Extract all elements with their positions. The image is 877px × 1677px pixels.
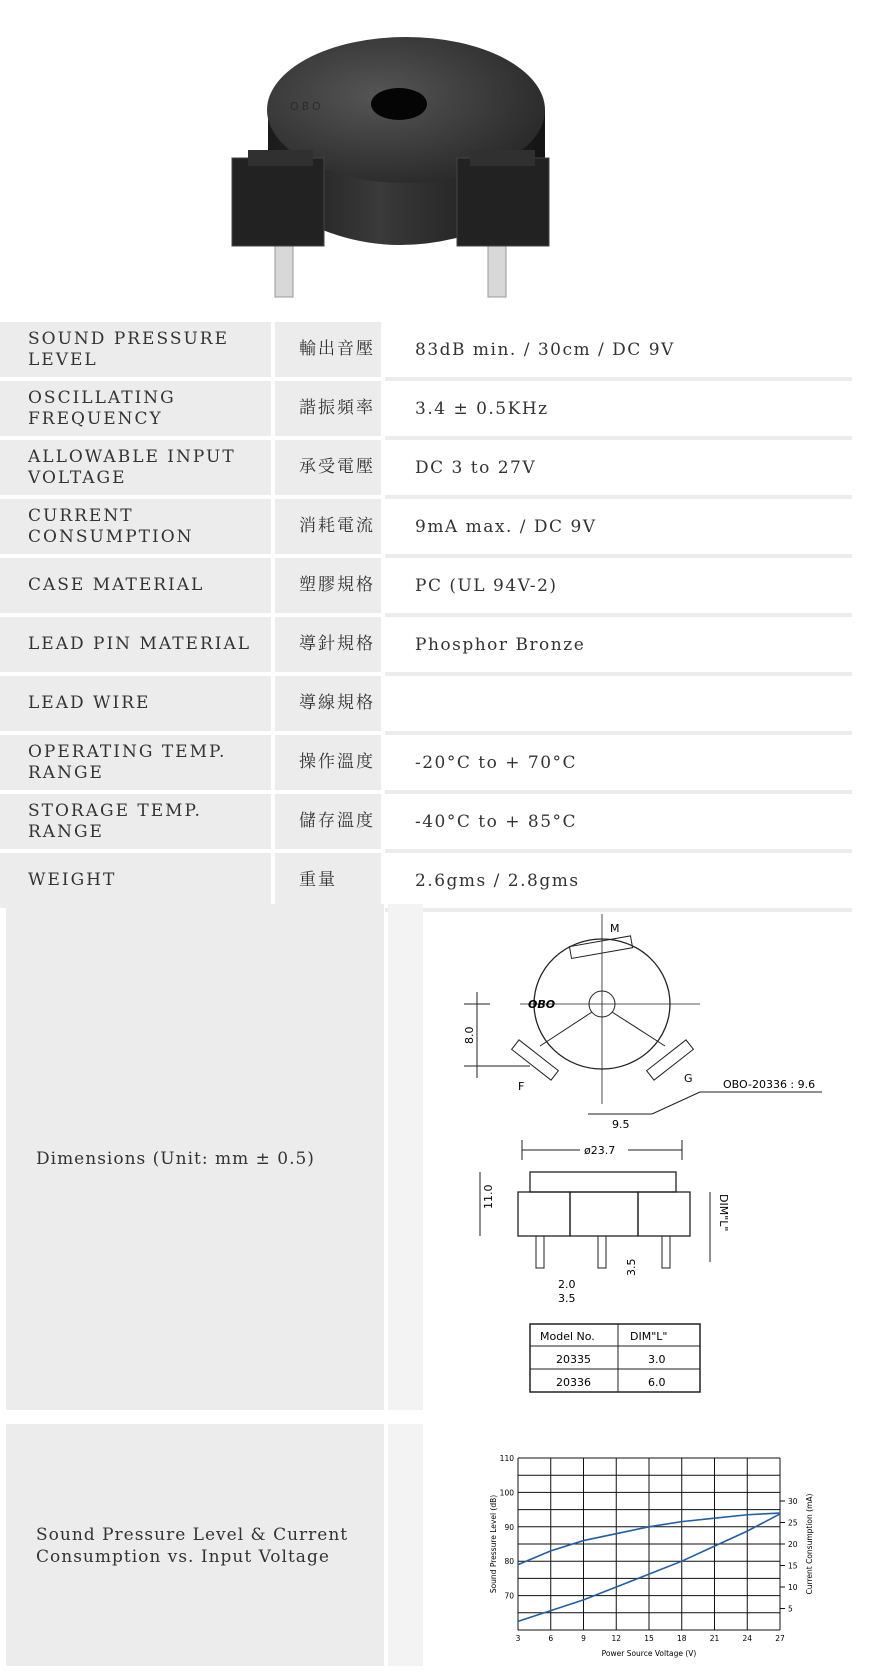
y-tick-label: 70	[504, 1591, 514, 1601]
x-tick-label: 12	[611, 1634, 622, 1643]
dim-2: 2.0	[558, 1278, 576, 1291]
label-f: F	[518, 1080, 525, 1093]
spec-value: PC (UL 94V-2)	[385, 558, 852, 617]
table-cell: 20336	[556, 1376, 591, 1389]
dim-3-5-vert: 3.5	[625, 1258, 638, 1276]
buzzer-photo	[0, 0, 877, 315]
y-tick-label: 90	[504, 1522, 514, 1532]
y2-tick-label: 10	[788, 1583, 798, 1592]
x-tick-label: 9	[581, 1634, 586, 1643]
table-header: Model No.	[540, 1330, 595, 1343]
spec-row	[0, 440, 852, 499]
y-tick-label: 80	[504, 1557, 514, 1567]
x-tick-label: 24	[742, 1634, 753, 1643]
dimension-drawing	[440, 904, 860, 1410]
y2-tick-label: 30	[788, 1497, 798, 1506]
spec-zh-label: 導線規格	[275, 676, 385, 735]
spec-zh-label: 導針規格	[275, 617, 385, 676]
spec-en-label: SOUND PRESSURE LEVEL	[0, 322, 275, 381]
y2-tick-label: 25	[788, 1518, 798, 1528]
spec-zh-label: 諧振頻率	[275, 381, 385, 440]
x-tick-label: 6	[548, 1634, 554, 1643]
x-tick-label: 15	[644, 1634, 654, 1643]
spec-zh-label: 輸出音壓	[275, 322, 385, 381]
dim-diameter: ø23.7	[584, 1144, 616, 1157]
y2-tick-label: 15	[788, 1561, 798, 1571]
dim-11: 11.0	[482, 1184, 495, 1209]
spec-row	[0, 794, 852, 853]
spec-en-label: STORAGE TEMP. RANGE	[0, 794, 275, 853]
spec-row	[0, 381, 852, 440]
spec-row	[0, 676, 852, 735]
spec-zh-label: 承受電壓	[275, 440, 385, 499]
spec-row	[0, 558, 852, 617]
dim-l: DIM"L"	[717, 1194, 730, 1232]
spec-row	[0, 735, 852, 794]
dimensions-label: Dimensions (Unit: mm ± 0.5)	[36, 1149, 315, 1169]
spec-value	[385, 676, 852, 735]
y-tick-label: 100	[499, 1488, 514, 1498]
spec-zh-label: 塑膠規格	[275, 558, 385, 617]
spec-value: DC 3 to 27V	[385, 440, 852, 499]
spec-en-label: LEAD PIN MATERIAL	[0, 617, 275, 676]
y-tick-label: 110	[499, 1454, 514, 1463]
spec-en-label: OPERATING TEMP. RANGE	[0, 735, 275, 794]
y-axis-label: Sound Pressure Level (dB)	[489, 1494, 498, 1594]
spec-value: 3.4 ± 0.5KHz	[385, 381, 852, 440]
dim-9-5: 9.5	[612, 1118, 630, 1131]
graph-label	[36, 1524, 348, 1568]
spec-en-label: CURRENT CONSUMPTION	[0, 499, 275, 558]
spec-value: -40°C to + 85°C	[385, 794, 852, 853]
spec-table	[0, 322, 852, 912]
graph-label-line2: Consumption vs. Input Voltage	[36, 1547, 330, 1567]
spec-value: Phosphor Bronze	[385, 617, 852, 676]
spec-row	[0, 322, 852, 381]
spec-value: -20°C to + 70°C	[385, 735, 852, 794]
y2-tick-label: 5	[788, 1604, 793, 1614]
label-m: M	[610, 922, 620, 935]
dim-callout: OBO-20336 : 9.6	[723, 1078, 816, 1091]
spec-value: 83dB min. / 30cm / DC 9V	[385, 322, 852, 381]
spec-value: 9mA max. / DC 9V	[385, 499, 852, 558]
table-cell: 3.0	[648, 1353, 666, 1366]
dim-3-5: 3.5	[558, 1292, 576, 1305]
spec-row	[0, 617, 852, 676]
x-axis-label: Power Source Voltage (V)	[601, 1649, 697, 1658]
dim-8: 8.0	[463, 1026, 476, 1044]
spec-zh-label: 儲存溫度	[275, 794, 385, 853]
label-g: G	[684, 1072, 693, 1085]
spec-en-label: LEAD WIRE	[0, 676, 275, 735]
spec-en-label: ALLOWABLE INPUT VOLTAGE	[0, 440, 275, 499]
spec-zh-label: 消耗電流	[275, 499, 385, 558]
svg-text:OBO: OBO	[290, 100, 324, 113]
drawing-logo: OBO	[528, 998, 556, 1011]
x-tick-label: 21	[709, 1634, 720, 1643]
spec-row	[0, 499, 852, 558]
spec-zh-label: 重量	[275, 853, 385, 912]
table-cell: 20335	[556, 1353, 591, 1366]
graph-label-line1: Sound Pressure Level & Current	[36, 1525, 349, 1545]
voltage-chart	[460, 1436, 860, 1672]
x-tick-label: 27	[775, 1634, 785, 1643]
spec-value: 2.6gms / 2.8gms	[385, 853, 852, 912]
model-table	[530, 1324, 700, 1392]
x-tick-label: 3	[515, 1634, 521, 1643]
spec-en-label: OSCILLATING FREQUENCY	[0, 381, 275, 440]
spec-en-label: WEIGHT	[0, 853, 275, 912]
y2-axis-label: Current Consumption (mA)	[805, 1493, 814, 1595]
spec-en-label: CASE MATERIAL	[0, 558, 275, 617]
y2-tick-label: 20	[788, 1540, 798, 1549]
table-header: DIM"L"	[630, 1330, 668, 1343]
spec-zh-label: 操作溫度	[275, 735, 385, 794]
table-cell: 6.0	[648, 1376, 666, 1389]
x-tick-label: 18	[676, 1634, 687, 1643]
